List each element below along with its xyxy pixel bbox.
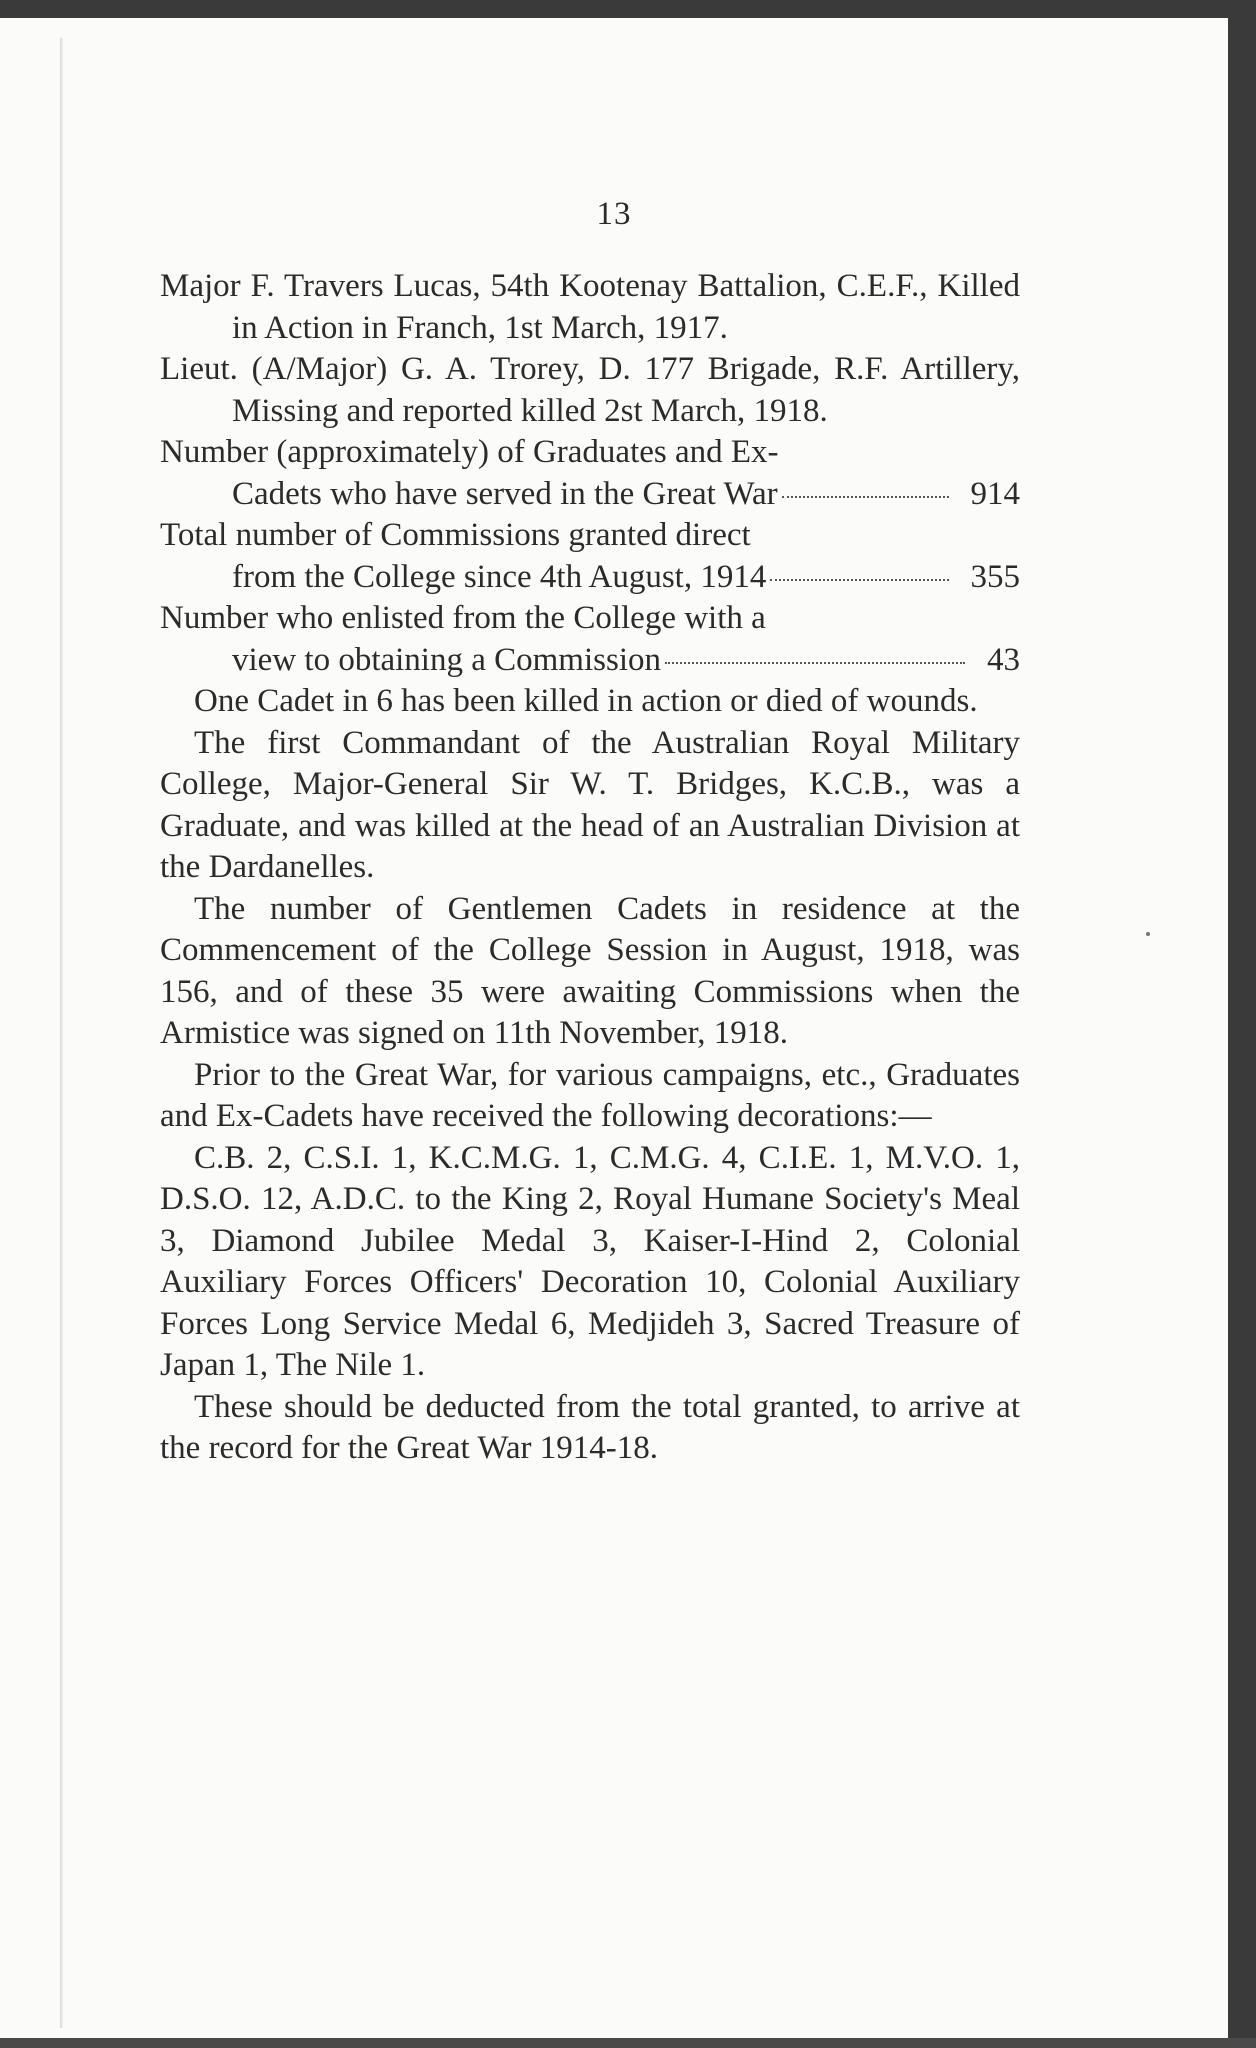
- statistic-entry: [160, 432, 1020, 515]
- body-paragraph: These should be deducted from the total granted, to arrive at the record for the Great War 1914-18.: [160, 1388, 1020, 1466]
- page-binding-edge: [60, 38, 63, 2028]
- scan-speck: [1146, 932, 1150, 936]
- statistic-value: 355: [970, 558, 1020, 595]
- statistic-label-line2: Cadets who have served in the Great War: [232, 475, 778, 512]
- casualty-entry: Lieut. (A/Major) G. A. Trorey, D. 177 Brigade, R.F. Artillery, Missing and reported killed 2st March, 1918.: [160, 351, 1020, 429]
- casualty-entry: Major F. Travers Lucas, 54th Kootenay Battalion, C.E.F., Killed in Action in Franch, 1st March, 1917.: [160, 268, 1020, 346]
- body-paragraph: The number of Gentlemen Cadets in residence at the Commencement of the College Session in August, 1918, was 156, and of these 35 were awaiting Commissions when the Armistice was signed on 11th November, 1918.: [160, 890, 1020, 1051]
- statistic-entry: [160, 598, 1020, 681]
- statistic-label-line2: from the College since 4th August, 1914: [232, 558, 767, 595]
- page-number: 13: [596, 196, 632, 232]
- statistic-label-line1: Number (approximately) of Graduates and Ex-: [160, 434, 779, 470]
- dot-leader: [782, 494, 949, 498]
- statistic-value: 43: [987, 641, 1020, 678]
- statistic-label-line1: Total number of Commissions granted direct: [160, 517, 751, 553]
- statistic-value: 914: [970, 475, 1020, 512]
- scan-frame-right: [1228, 0, 1256, 2048]
- document-page: [0, 18, 1228, 2038]
- body-paragraph: Prior to the Great War, for various campaigns, etc., Graduates and Ex-Cadets have received the following decorations:—: [160, 1056, 1020, 1134]
- page-body: [160, 266, 1020, 1470]
- scan-frame-top: [0, 0, 1256, 18]
- body-paragraph: One Cadet in 6 has been killed in action or died of wounds.: [194, 683, 978, 719]
- statistic-label-line2: view to obtaining a Commission: [232, 641, 661, 678]
- dot-leader: [770, 577, 948, 581]
- body-paragraph: The first Commandant of the Australian Royal Military College, Major-General Sir W. T. Bridges, K.C.B., was a Graduate, and was killed at the head of an Australian Division at the Dardanelles.: [160, 724, 1020, 885]
- decorations-list: C.B. 2, C.S.I. 1, K.C.M.G. 1, C.M.G. 4, C.I.E. 1, M.V.O. 1, D.S.O. 12, A.D.C. to the King 2, Royal Humane Society's Meal 3, Diamond Jubilee Medal 3, Kaiser-I-Hind 2, Colonial Auxiliary Forces Officers' Decoration 10, Colonial Auxiliary Forces Long Service Medal 6, Medjideh 3, Sacred Treasure of Japan 1, The Nile 1.: [160, 1139, 1020, 1383]
- statistic-label-line1: Number who enlisted from the College with a: [160, 600, 766, 636]
- scan-frame-bottom: [0, 2038, 1256, 2048]
- statistic-entry: [160, 515, 1020, 598]
- dot-leader: [665, 660, 965, 664]
